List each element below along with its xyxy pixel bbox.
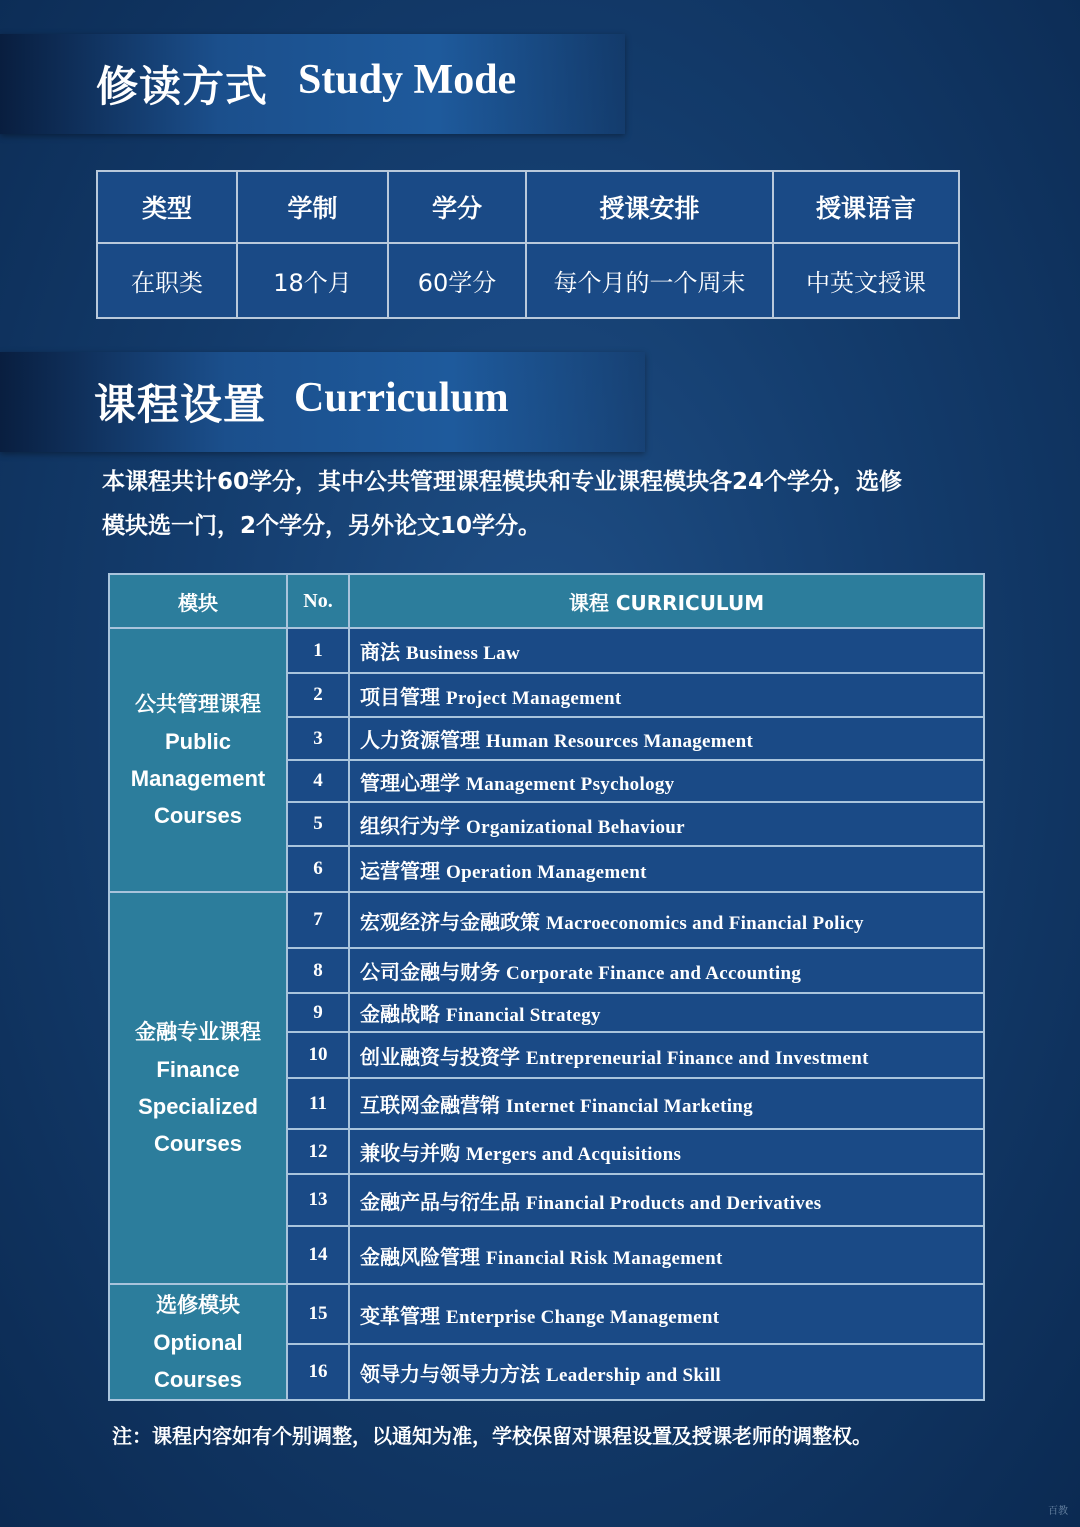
study-mode-title-zh: 修读方式 [96, 62, 269, 111]
value-credits: 60学分 [388, 243, 526, 318]
header-schedule: 授课安排 [526, 171, 773, 243]
course-name-zh: 兼收与并购 [360, 1141, 460, 1165]
course-name-zh: 互联网金融营销 [360, 1093, 500, 1117]
course-name-en: Internet Financial Marketing [506, 1096, 753, 1117]
course-name-en: Financial Risk Management [486, 1247, 723, 1269]
study-mode-banner [0, 34, 625, 134]
course-name [349, 717, 984, 760]
course-number: 16 [287, 1344, 349, 1400]
course-name-en: Financial Strategy [446, 1005, 601, 1026]
header-duration: 学制 [237, 171, 388, 243]
course-name-zh: 运营管理 [360, 858, 440, 883]
table-row [109, 628, 984, 673]
curriculum-header-row [109, 574, 984, 628]
module-label-zh: 公共管理课程 [135, 692, 261, 716]
course-name-zh: 人力资源管理 [360, 728, 480, 752]
module-label-en: Management [130, 766, 266, 791]
course-name-en: Enterprise Change Management [446, 1306, 720, 1328]
course-name-en: Management Psychology [466, 773, 675, 795]
course-number: 5 [287, 802, 349, 846]
value-language: 中英文授课 [773, 243, 959, 318]
course-name [349, 1129, 984, 1174]
course-number: 4 [287, 760, 349, 802]
module-label-zh: 选修模块 [156, 1292, 240, 1317]
course-name-zh: 宏观经济与金融政策 [360, 909, 540, 934]
course-name-zh: 金融战略 [360, 1002, 440, 1026]
header-course: 课程 CURRICULUM [349, 574, 984, 628]
course-number: 6 [287, 846, 349, 892]
intro-line-2: 模块选一门，2个学分，另外论文10学分。 [102, 513, 542, 539]
course-name-zh: 管理心理学 [360, 770, 460, 795]
course-number: 1 [287, 628, 349, 673]
module-label-en: Courses [153, 803, 243, 828]
course-name [349, 993, 984, 1032]
module-label-en: Courses [153, 1131, 243, 1156]
course-number: 8 [287, 948, 349, 993]
course-number: 10 [287, 1032, 349, 1078]
header-language: 授课语言 [773, 171, 959, 243]
course-name-en: Business Law [406, 643, 520, 664]
course-number: 3 [287, 717, 349, 760]
course-number: 7 [287, 892, 349, 948]
course-name-zh: 金融产品与衍生品 [360, 1189, 520, 1214]
study-mode-header-row [97, 171, 959, 243]
header-module: 模块 [109, 574, 287, 628]
course-number: 11 [287, 1078, 349, 1129]
course-name [349, 846, 984, 892]
course-number: 12 [287, 1129, 349, 1174]
course-name-zh: 商法 [360, 640, 400, 664]
value-schedule: 每个月的一个周末 [526, 243, 773, 318]
course-name-zh: 组织行为学 [360, 813, 460, 838]
course-number: 2 [287, 673, 349, 717]
course-name-zh: 变革管理 [360, 1303, 440, 1328]
course-number: 14 [287, 1226, 349, 1284]
module-label-en: Optional [153, 1329, 243, 1355]
course-name-zh: 领导力与领导力方法 [360, 1361, 540, 1386]
curriculum-table [108, 573, 985, 1401]
module-label-zh: 金融专业课程 [135, 1020, 261, 1044]
course-name-zh: 公司金融与财务 [360, 960, 500, 984]
header-no: No. [287, 574, 349, 628]
header-type: 类型 [97, 171, 237, 243]
intro-line-1: 本课程共计60学分，其中公共管理课程模块和专业课程模块各24个学分，选修 [102, 469, 903, 495]
footnote: 注：课程内容如有个别调整，以通知为准，学校保留对课程设置及授课老师的调整权。 [112, 1424, 872, 1448]
module-finance-specialized [109, 892, 287, 1284]
curriculum-title-en: Curriculum [294, 375, 509, 421]
course-name-zh: 项目管理 [360, 684, 440, 709]
course-name [349, 1344, 984, 1400]
module-public-management [109, 628, 287, 892]
course-name-en: Entrepreneurial Finance and Investment [526, 1047, 869, 1069]
header-credits: 学分 [388, 171, 526, 243]
course-name-en: Operation Management [446, 861, 647, 883]
study-mode-title-en: Study Mode [298, 57, 517, 103]
course-name [349, 1226, 984, 1284]
course-name-en: Organizational Behaviour [466, 816, 685, 838]
course-number: 9 [287, 993, 349, 1032]
course-name [349, 1078, 984, 1129]
course-name-en: Mergers and Acquisitions [466, 1144, 682, 1165]
course-name [349, 1284, 984, 1344]
course-name [349, 802, 984, 846]
module-label-en: Public [164, 729, 231, 754]
module-optional [109, 1284, 287, 1400]
course-name [349, 673, 984, 717]
module-label-en: Finance [156, 1057, 240, 1082]
course-number: 13 [287, 1174, 349, 1226]
course-name-zh: 创业融资与投资学 [360, 1044, 520, 1069]
curriculum-intro [102, 460, 1002, 548]
course-name-en: Leadership and Skill [546, 1364, 721, 1386]
watermark: 百教 [1048, 1506, 1068, 1517]
course-name [349, 1174, 984, 1226]
study-mode-table [96, 170, 960, 319]
course-number: 15 [287, 1284, 349, 1344]
module-label-en: Specialized [138, 1094, 258, 1119]
study-mode-value-row [97, 243, 959, 318]
module-label-en: Courses [153, 1366, 243, 1392]
curriculum-title-zh: 课程设置 [94, 380, 267, 429]
course-name-en: Macroeconomics and Financial Policy [546, 912, 864, 934]
value-type: 在职类 [97, 243, 237, 318]
curriculum-banner [0, 352, 645, 452]
course-name [349, 892, 984, 948]
course-name-en: Human Resources Management [486, 731, 754, 752]
value-duration: 18个月 [237, 243, 388, 318]
course-name-en: Project Management [446, 687, 622, 709]
course-name [349, 628, 984, 673]
course-name [349, 1032, 984, 1078]
course-name-en: Corporate Finance and Accounting [506, 963, 802, 984]
table-row [109, 892, 984, 948]
course-name-en: Financial Products and Derivatives [526, 1192, 822, 1214]
course-name [349, 760, 984, 802]
course-name [349, 948, 984, 993]
course-name-zh: 金融风险管理 [360, 1244, 480, 1269]
table-row [109, 1284, 984, 1344]
